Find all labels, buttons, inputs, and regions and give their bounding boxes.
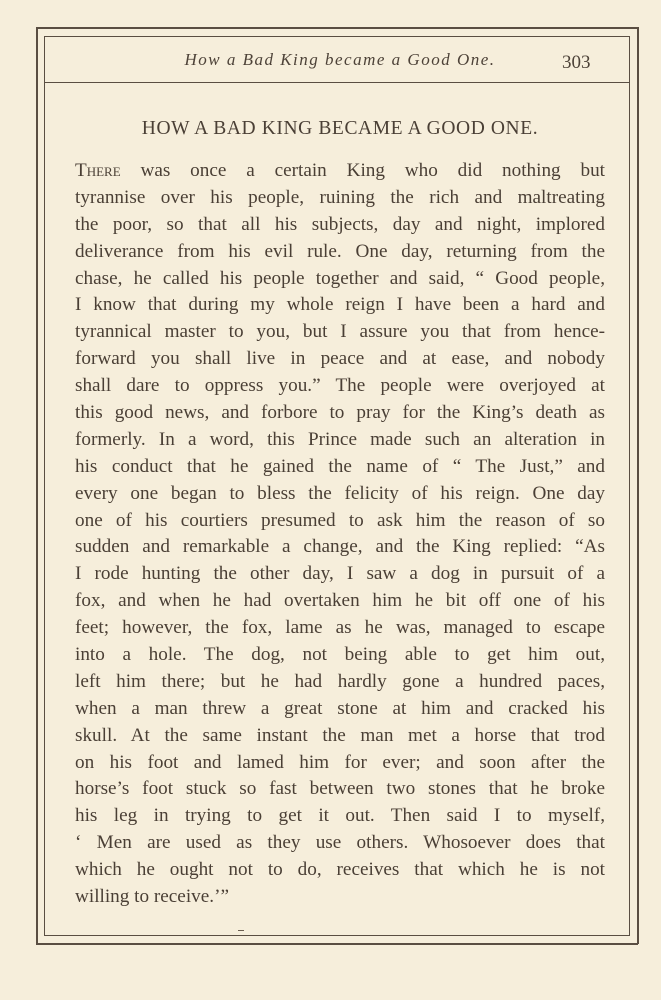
text-line <box>75 158 605 185</box>
text-line: horse’s foot stuck so fast between two stones that he broke <box>75 778 605 800</box>
text-line: fox, and when he had overtaken him he bit off one of his <box>75 590 605 612</box>
text-line: I know that during my whole reign I have been a hard and <box>75 294 605 316</box>
text-line: on his foot and lamed him for ever; and soon after the <box>75 751 605 773</box>
text-line: into a hole. The dog, not being able to get him out, <box>75 644 605 666</box>
text-line: forward you shall live in peace and at ease, and nobody <box>75 348 605 370</box>
frame-outer-left-rule <box>36 27 38 944</box>
frame-inner-left-rule <box>44 36 45 936</box>
text-line: sudden and remarkable a change, and the King replied: “As <box>75 536 605 558</box>
header-divider <box>44 82 630 83</box>
text-line: when a man threw a great stone at him and cracked his <box>75 697 605 719</box>
bottom-mark <box>238 930 244 931</box>
frame-inner-top-rule <box>44 36 630 37</box>
frame-inner-right-rule <box>629 36 630 936</box>
text-line: every one began to bless the felicity of his reign. One day <box>75 482 605 504</box>
text-line: formerly. In a word, this Prince made such an alteration in <box>75 428 605 450</box>
page-number: 303 <box>562 52 591 73</box>
text-line: skull. At the same instant the man met a horse that trod <box>75 724 605 746</box>
running-head: How a Bad King became a Good One. <box>184 50 496 69</box>
text-line: his leg in trying to get it out. Then said I to myself, <box>75 805 605 827</box>
text-line: chase, he called his people together and said, “ Good people, <box>75 267 605 289</box>
text-line: shall dare to oppress you.” The people were overjoyed at <box>75 375 605 397</box>
text-line: the poor, so that all his subjects, day and night, implored <box>75 213 605 235</box>
text-line: which he ought not to do, receives that which he is not <box>75 859 605 881</box>
body-text <box>75 158 605 911</box>
text-line: tyrannise over his people, ruining the rich and maltreating <box>75 186 605 208</box>
text-line: deliverance from his evil rule. One day, returning from the <box>75 240 605 262</box>
text-line: ‘ Men are used as they use others. Whosoever does that <box>75 832 605 854</box>
text-line: tyrannical master to you, but I assure you that from hence- <box>75 321 605 343</box>
chapter-title: HOW A BAD KING BECAME A GOOD ONE. <box>141 118 539 139</box>
frame-outer-top-rule <box>36 27 638 29</box>
text-line-last: willing to receive.’” <box>75 886 229 908</box>
text-line: left him there; but he had hardly gone a hundred paces, <box>75 670 605 692</box>
text-line: one of his courtiers presumed to ask him the reason of so <box>75 509 605 531</box>
text-line: I rode hunting the other day, I saw a dog in pursuit of a <box>75 563 605 585</box>
frame-outer-bottom-rule <box>36 943 638 945</box>
frame-inner-bottom-rule <box>44 935 630 936</box>
drop-word: There <box>75 160 121 181</box>
text-line-content: was once a certain King who did nothing but <box>120 160 605 181</box>
text-line: his conduct that he gained the name of “ The Just,” and <box>75 455 605 477</box>
frame-outer-right-rule <box>637 27 639 944</box>
text-line: this good news, and forbore to pray for the King’s death as <box>75 402 605 424</box>
text-line: feet; however, the fox, lame as he was, managed to escape <box>75 617 605 639</box>
